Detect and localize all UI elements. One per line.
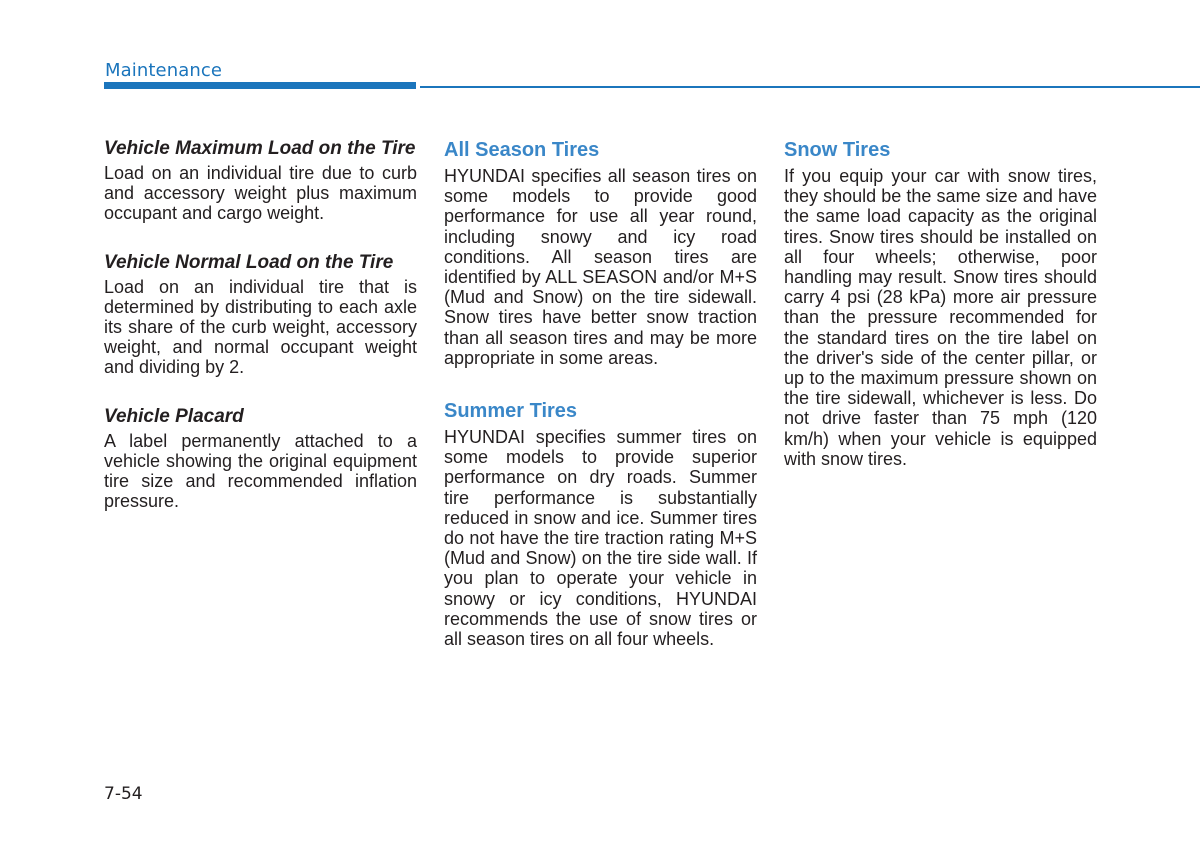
placard-section (104, 406, 417, 512)
page-number: 7-54 (104, 784, 143, 804)
header-rule-thin (420, 86, 1200, 88)
header-rule-thick (104, 82, 416, 89)
placard-text: A label permanently attached to a vehicle showing the original equipment tire size and recommended inflation pressure. (104, 430, 417, 512)
snow-heading: Snow Tires (784, 139, 891, 161)
normal-load-text: Load on an individual tire that is determined by distributing to each axle its share of the curb weight, accessory weight, and normal occupant weight and dividing by 2. (104, 276, 417, 378)
max-load-heading: Vehicle Maximum Load on the Tire (104, 138, 416, 159)
all-season-section (444, 138, 757, 368)
all-season-text: HYUNDAI specifies all season tires on some models to provide good performance for use all year round, including snowy and icy road conditions. All season tires are identified by ALL SEASON and/or M+S (Mud and Snow) on the tire sidewall. Snow tires have better snow traction than all season tires and may be more appropriate in some areas. (444, 166, 757, 368)
max-load-text: Load on an individual tire due to curb and accessory weight plus maximum occupant and cargo weight. (104, 163, 417, 224)
normal-load-heading: Vehicle Normal Load on the Tire (104, 251, 394, 273)
summer-heading: Summer Tires (444, 400, 578, 423)
middle-column (444, 138, 757, 649)
section-header-title: Maintenance (105, 60, 223, 81)
normal-load-section (104, 252, 417, 378)
right-column (784, 138, 1097, 469)
all-season-heading: All Season Tires (444, 139, 600, 161)
max-load-section (104, 138, 417, 224)
snow-text: If you equip your car with snow tires, they should be the same size and have the same load capacity as the original tires. Snow tires should be installed on all four wheels; otherwise, poor handling may result. Snow tires should carry 4 psi (28 kPa) more air pressure than the pressure recommended for the standard tires on the tire label on the driver's side of the center pillar, or up to the maximum pressure shown on the tire sidewall, whichever is less. Do not drive faster than 75 mph (120 km/h) when your vehicle is equipped with snow tires. (784, 166, 1097, 469)
snow-section (784, 138, 1097, 469)
summer-text: HYUNDAI specifies summer tires on some models to provide superior performance on dry roads. Summer tire performance is substantially reduced in snow and ice. Summer tires do not have the tire traction rating M+S (Mud and Snow) on the tire side wall. If you plan to operate your vehicle in snowy or icy conditions, HYUNDAI recommends the use of snow tires or all season tires on all four wheels. (444, 427, 757, 650)
placard-heading: Vehicle Placard (104, 405, 244, 427)
left-column (104, 138, 417, 511)
summer-section (444, 399, 757, 649)
